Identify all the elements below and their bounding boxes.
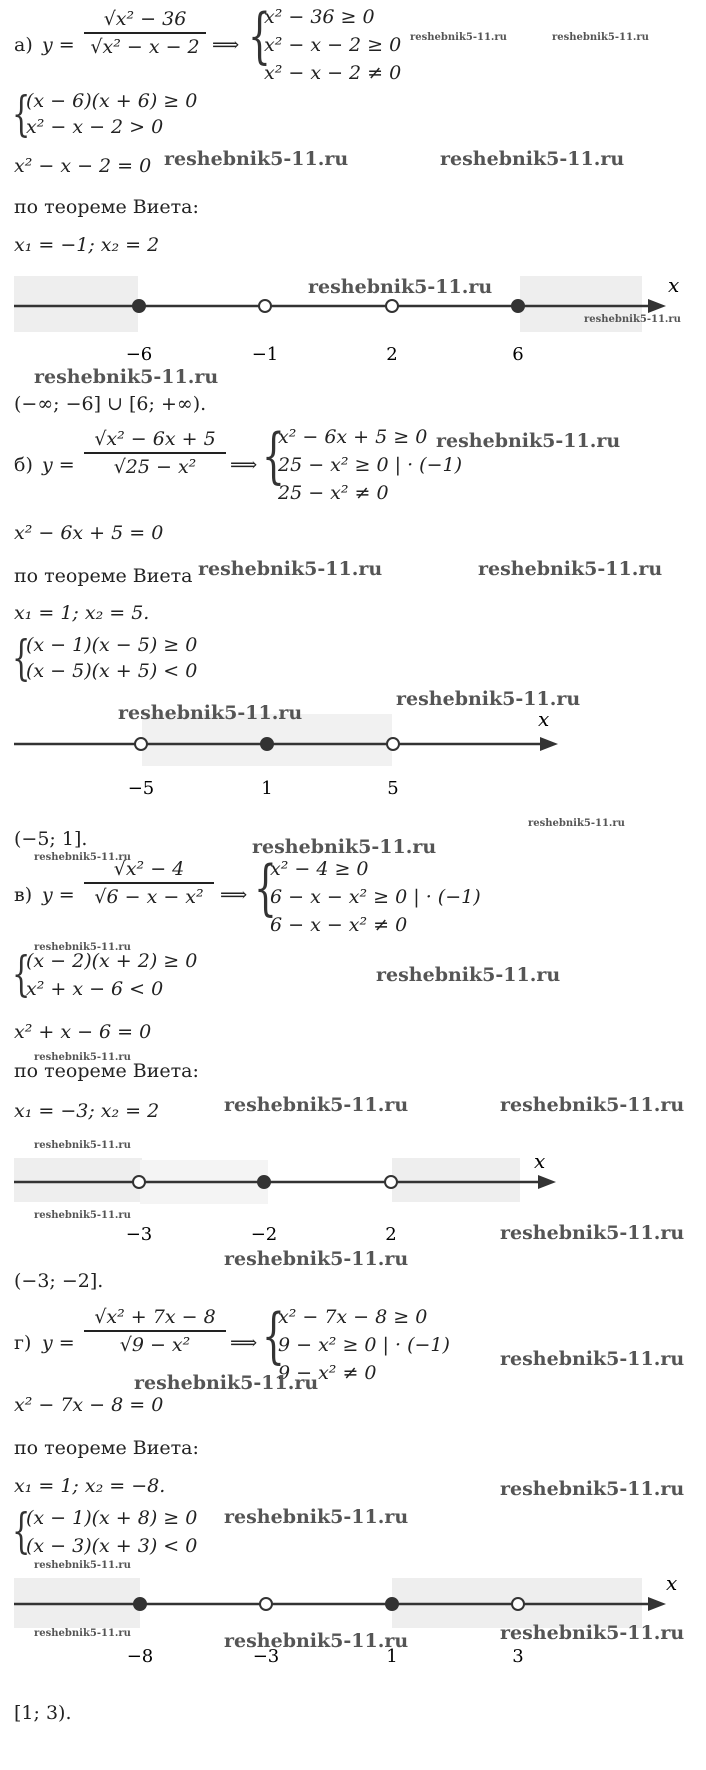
system-row: x² − x − 2 ≠ 0	[264, 62, 402, 84]
tick-label: −8	[126, 1646, 154, 1667]
quadratic-equation: x² − 6x + 5 = 0	[14, 522, 164, 544]
point-filled	[261, 738, 273, 750]
watermark: reshebnik5-11.ru	[440, 148, 625, 170]
watermark: reshebnik5-11.ru	[34, 852, 131, 863]
point-filled	[134, 1598, 146, 1610]
watermark: reshebnik5-11.ru	[34, 1628, 131, 1639]
watermark: reshebnik5-11.ru	[376, 964, 561, 986]
watermark: reshebnik5-11.ru	[396, 688, 581, 710]
axis-arrow	[538, 1175, 556, 1189]
axis-variable: x	[538, 707, 550, 731]
number-line-b	[0, 702, 706, 802]
quadratic-equation: x² + x − 6 = 0	[14, 1021, 152, 1043]
system-row: x² − 4 ≥ 0	[270, 858, 369, 880]
watermark: reshebnik5-11.ru	[410, 32, 507, 43]
system-row: x² − 36 ≥ 0	[264, 6, 375, 28]
system-brace: {	[262, 421, 285, 491]
implies-arrow: ⟹	[220, 884, 248, 906]
part-label: г)	[14, 1332, 32, 1354]
point-filled	[386, 1598, 398, 1610]
watermark: reshebnik5-11.ru	[500, 1094, 685, 1116]
numerator: √x² − 6x + 5	[94, 428, 216, 450]
system-row: 9 − x² ≠ 0	[278, 1362, 377, 1384]
function-lhs: y =	[42, 884, 75, 906]
system-row: 6 − x − x² ≥ 0 | · (−1)	[270, 886, 481, 908]
function-lhs: y =	[42, 34, 75, 56]
part-label: б)	[14, 454, 33, 476]
part-label: а)	[14, 34, 33, 56]
tick-label: −1	[251, 344, 279, 365]
point-open	[512, 1598, 524, 1610]
axis-arrow	[540, 737, 558, 751]
function-lhs: y =	[42, 1332, 75, 1354]
watermark: reshebnik5-11.ru	[34, 942, 131, 953]
vieta-label: по теореме Виета	[14, 565, 193, 587]
watermark: reshebnik5-11.ru	[584, 314, 681, 325]
function-lhs: y =	[42, 454, 75, 476]
watermark: reshebnik5-11.ru	[224, 1630, 409, 1652]
part-label: в)	[14, 884, 33, 906]
answer: (−3; −2].	[14, 1270, 104, 1292]
watermark: reshebnik5-11.ru	[34, 1210, 131, 1221]
axis-variable: x	[668, 273, 680, 297]
number-line-d	[0, 1570, 706, 1670]
implies-arrow: ⟹	[230, 1332, 258, 1354]
function-fraction	[84, 858, 214, 908]
watermark: reshebnik5-11.ru	[528, 818, 625, 829]
tick-label: −2	[250, 1224, 278, 1245]
watermark: reshebnik5-11.ru	[34, 366, 219, 388]
watermark: reshebnik5-11.ru	[164, 148, 349, 170]
system-row: x² − 6x + 5 ≥ 0	[278, 426, 428, 448]
numerator: √x² + 7x − 8	[94, 1306, 216, 1328]
system-brace: {	[12, 630, 31, 686]
system-row: (x − 6)(x + 6) ≥ 0	[26, 90, 198, 112]
system-row: x² − x − 2 ≥ 0	[264, 34, 402, 56]
function-fraction	[84, 1306, 226, 1356]
watermark: reshebnik5-11.ru	[500, 1348, 685, 1370]
shaded-interval	[14, 276, 138, 332]
system-brace: {	[254, 853, 277, 923]
point-open	[133, 1176, 145, 1188]
numerator: √x² − 4	[113, 858, 185, 880]
watermark: reshebnik5-11.ru	[308, 276, 493, 298]
point-filled	[512, 300, 524, 312]
system-brace: {	[12, 946, 31, 1002]
numerator: √x² − 36	[103, 8, 187, 30]
tick-label: −6	[125, 344, 153, 365]
vieta-label: по теореме Виета:	[14, 1060, 199, 1082]
point-filled	[258, 1176, 270, 1188]
system-row: x² − 7x − 8 ≥ 0	[278, 1306, 428, 1328]
axis-arrow	[648, 299, 666, 313]
point-open	[385, 1176, 397, 1188]
shaded-interval	[14, 1158, 142, 1202]
shaded-interval	[392, 1158, 520, 1202]
system-row: (x − 1)(x + 8) ≥ 0	[26, 1507, 198, 1529]
tick-label: −3	[125, 1224, 153, 1245]
watermark: reshebnik5-11.ru	[224, 1506, 409, 1528]
tick-label: 1	[261, 778, 273, 799]
point-open	[260, 1598, 272, 1610]
tick-label: 2	[386, 344, 398, 365]
roots: x₁ = −3; x₂ = 2	[14, 1100, 160, 1122]
roots: x₁ = 1; x₂ = 5.	[14, 602, 150, 624]
watermark: reshebnik5-11.ru	[134, 1372, 319, 1394]
system-row: (x − 3)(x + 3) < 0	[26, 1535, 198, 1557]
watermark: reshebnik5-11.ru	[198, 558, 383, 580]
system-brace: {	[12, 1503, 31, 1559]
watermark: reshebnik5-11.ru	[224, 1248, 409, 1270]
watermark: reshebnik5-11.ru	[500, 1222, 685, 1244]
watermark: reshebnik5-11.ru	[436, 430, 621, 452]
point-open	[386, 300, 398, 312]
denominator: √x² − x − 2	[90, 35, 200, 58]
system-row: 6 − x − x² ≠ 0	[270, 914, 408, 936]
tick-label: 3	[512, 1646, 524, 1667]
watermark: reshebnik5-11.ru	[224, 1094, 409, 1116]
axis-arrow	[648, 1597, 666, 1611]
implies-arrow: ⟹	[230, 454, 258, 476]
quadratic-equation: x² − x − 2 = 0	[14, 155, 152, 177]
watermark: reshebnik5-11.ru	[34, 1560, 131, 1571]
system-row: 25 − x² ≥ 0 | · (−1)	[278, 454, 462, 476]
watermark: reshebnik5-11.ru	[34, 1052, 131, 1063]
tick-label: −3	[252, 1646, 280, 1667]
axis-variable: x	[666, 1571, 678, 1595]
system-row: (x − 5)(x + 5) < 0	[26, 660, 198, 682]
watermark: reshebnik5-11.ru	[118, 702, 303, 724]
tick-label: 6	[512, 344, 524, 365]
point-filled	[133, 300, 145, 312]
function-fraction	[84, 8, 206, 58]
roots: x₁ = −1; x₂ = 2	[14, 234, 160, 256]
watermark: reshebnik5-11.ru	[500, 1622, 685, 1644]
roots: x₁ = 1; x₂ = −8.	[14, 1475, 166, 1497]
watermark: reshebnik5-11.ru	[252, 836, 437, 858]
tick-label: 5	[387, 778, 399, 799]
system-brace: {	[248, 1, 271, 71]
implies-arrow: ⟹	[212, 34, 240, 56]
system-row: x² − x − 2 > 0	[26, 116, 164, 138]
quadratic-equation: x² − 7x − 8 = 0	[14, 1394, 164, 1416]
system-row: (x − 1)(x − 5) ≥ 0	[26, 634, 198, 656]
system-brace: {	[262, 1301, 285, 1371]
system-row: 9 − x² ≥ 0 | · (−1)	[278, 1334, 450, 1356]
answer: (−∞; −6] ∪ [6; +∞).	[14, 393, 207, 415]
denominator: √25 − x²	[113, 455, 197, 478]
watermark: reshebnik5-11.ru	[34, 1140, 131, 1151]
answer: (−5; 1].	[14, 828, 88, 850]
denominator: √6 − x − x²	[94, 885, 204, 908]
point-open	[259, 300, 271, 312]
point-open	[387, 738, 399, 750]
watermark: reshebnik5-11.ru	[552, 32, 649, 43]
system-brace: {	[12, 86, 31, 142]
system-row: (x − 2)(x + 2) ≥ 0	[26, 950, 198, 972]
vieta-label: по теореме Виета:	[14, 196, 199, 218]
function-fraction	[84, 428, 226, 478]
tick-label: −5	[127, 778, 155, 799]
watermark: reshebnik5-11.ru	[500, 1478, 685, 1500]
axis-variable: x	[534, 1149, 546, 1173]
vieta-label: по теореме Виета:	[14, 1437, 199, 1459]
system-row: 25 − x² ≠ 0	[278, 482, 389, 504]
system-row: x² + x − 6 < 0	[26, 978, 164, 1000]
tick-label: 1	[386, 1646, 398, 1667]
answer: [1; 3).	[14, 1702, 72, 1724]
denominator: √9 − x²	[119, 1333, 191, 1356]
tick-label: 2	[385, 1224, 397, 1245]
point-open	[135, 738, 147, 750]
watermark: reshebnik5-11.ru	[478, 558, 663, 580]
